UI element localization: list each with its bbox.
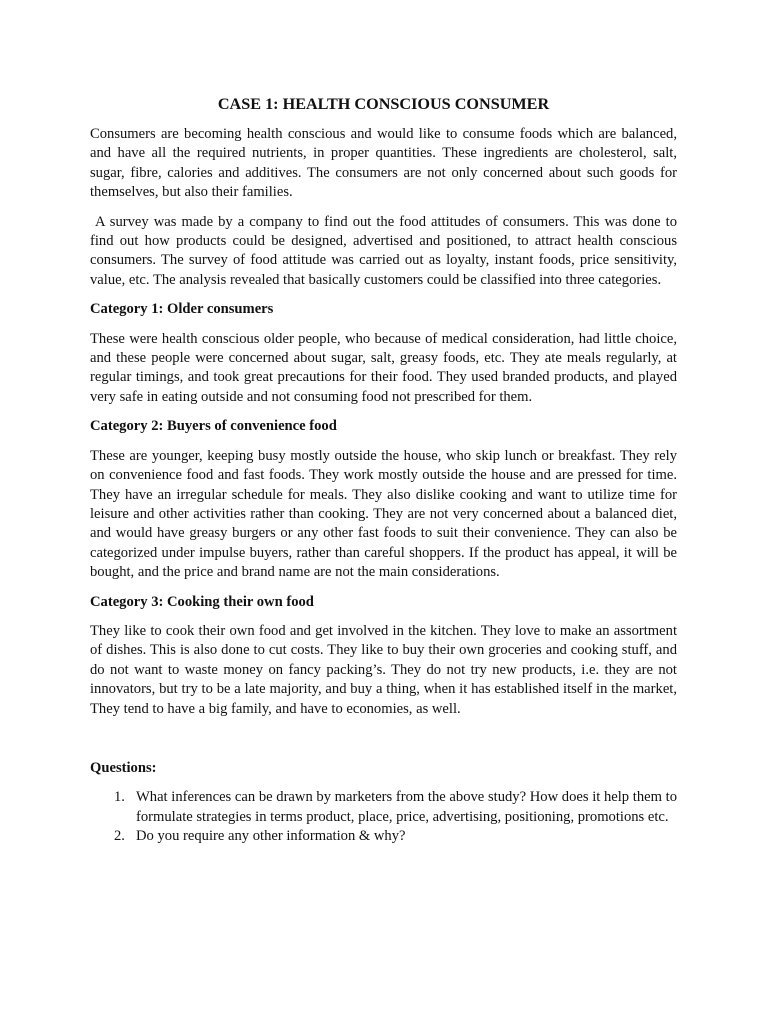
- page-title: CASE 1: HEALTH CONSCIOUS CONSUMER: [217, 95, 550, 113]
- category-1-heading: Category 1: Older consumers: [90, 301, 274, 318]
- intro-paragraph: Consumers are becoming health conscious and would like to consume foods which are balanced, and have all the required nutrients, in proper quantities. These ingredients are cholesterol, salt, sugar, fibre, calories and additives. The consumers are not only concerned about such goods for themselves, but also their families.: [90, 126, 677, 201]
- category-3-paragraph: They like to cook their own food and get involved in the kitchen. They love to make an assortment of dishes. This is also done to cut costs. They like to buy their own groceries and cooking stuff, and do not want to waste money on fancy packing’s. They do not try new products, i.e. they are not innovators, but try to be a late majority, and buy a thing, when it has established itself in the market, They tend to have a big family, and have to economies, as well.: [90, 622, 677, 717]
- question-number: 1.: [114, 789, 125, 806]
- survey-paragraph: A survey was made by a company to find out the food attitudes of consumers. This was done to find out how products could be designed, advertised and positioned, to attract health conscious consumers. The survey of food attitude was carried out as loyalty, instant foods, price sensitivity, value, etc. The analysis revealed that basically customers could be classified into three categories.: [90, 213, 677, 288]
- blank-space: [90, 729, 677, 759]
- question-text: Do you require any other information & why?: [136, 828, 406, 845]
- category-2-paragraph: These are younger, keeping busy mostly outside the house, who skip lunch or breakfast. They rely on convenience food and fast foods. They work mostly outside the house and are pressed for time. They have an irregular schedule for meals. They also dislike cooking and want to utilize time for leisure and other activities rather than cooking. They are not very concerned about a balanced diet, and would have greasy burgers or any other fast foods to suit their convenience. They can also be categorized under impulse buyers, rather than careful shoppers. If the product has appeal, it will be bought, and the price and brand name are not the main considerations.: [90, 447, 677, 581]
- category-1-paragraph: These were health conscious older people, who because of medical consideration, had little choice, and these people were concerned about sugar, salt, greasy foods, etc. They ate meals regularly, at regular timings, and took great precautions for their food. They used branded products, and played very safe in eating outside and not consuming food not prescribed for them.: [90, 330, 677, 405]
- question-text: What inferences can be drawn by marketers from the above study? How does it help them to formulate strategies in terms product, place, price, advertising, positioning, promotions etc.: [136, 789, 677, 825]
- question-item: [90, 788, 677, 827]
- document-page: [90, 94, 677, 847]
- category-3-heading: Category 3: Cooking their own food: [90, 593, 314, 610]
- question-number: 2.: [114, 828, 125, 845]
- questions-list: [90, 788, 677, 846]
- question-item: [90, 827, 677, 846]
- category-2-heading: Category 2: Buyers of convenience food: [90, 418, 337, 435]
- questions-heading: Questions:: [90, 759, 157, 776]
